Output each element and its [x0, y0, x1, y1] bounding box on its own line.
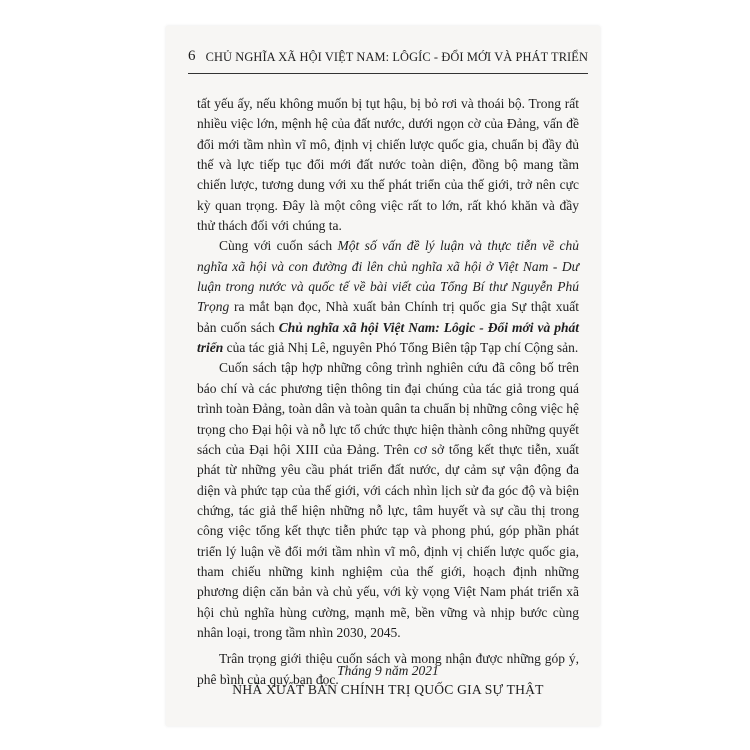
- running-title: CHỦ NGHĨA XÃ HỘI VIỆT NAM: LÔGÍC - ĐỔI MỚI VÀ PHÁT TRIỂN: [205, 50, 588, 64]
- page-number: 6: [188, 48, 196, 64]
- paragraph-3: Cuốn sách tập hợp những công trình nghiên cứu đã công bố trên báo chí và các phương tiện thông tin đại chúng của tác giả trong quá trình toàn Đảng, toàn dân và toàn quân ta chuẩn bị những công việc hệ trọng cho Đại hội và nỗ lực tổ chức thực hiện thành công những quyết sách của Đại hội XIII của Đảng. Trên cơ sở tổng kết thực tiễn, xuất phát từ những yêu cầu phát triển đất nước, dự cảm sự vận động đa diện và phức tạp của thế giới, với cách nhìn lịch sử đa góc độ và biện chứng, tác giả thể hiện những nỗ lực, tâm huyết và sự cầu thị trong công việc tổng kết thực tiễn phức tạp và phong phú, góp phần phát triển lý luận về đổi mới tầm nhìn vĩ mô, định vị chiến lược quốc gia, tham chiếu những kinh nghiệm của thế giới, hoạch định những phương diện căn bản và chủ yếu, với kỳ vọng Việt Nam phát triển xã hội chủ nghĩa hùng cường, mạnh mẽ, bền vững và nhịp bước cùng nhân loại, trong tầm nhìn 2030, 2045.: [197, 360, 579, 640]
- paragraph-4: Trân trọng giới thiệu cuốn sách và mong nhận được những góp ý, phê bình của quý bạn đọc.: [197, 651, 579, 687]
- signature-date: Tháng 9 năm 2021: [337, 663, 439, 678]
- book-title: Chủ nghĩa xã hội Việt Nam: Lôgic - Đổi mới và phát triển: [197, 319, 579, 356]
- paragraph-2-text-c: ra mắt bạn đọc, Nhà xuất bản Chính trị quốc gia Sự thật xuất bản cuốn sách: [197, 299, 579, 335]
- paragraph-2-text-a: Cùng với cuốn sách: [219, 238, 338, 254]
- paragraph-2-text-e: của tác giả Nhị Lê, nguyên Phó Tổng Biên tập Tạp chí Cộng sản.: [223, 340, 579, 356]
- header-rule: [188, 73, 588, 74]
- book-page: [166, 26, 600, 726]
- signature-block: [188, 662, 588, 700]
- referenced-book-title: Một số vấn đề lý luận và thực tiễn về chủ nghĩa xã hội và con đường đi lên chủ nghĩa xã hội ở Việt Nam - Dư luận trong nước và quốc tế về bài viết của Tổng Bí thư Nguyễn Phú Trọng: [197, 238, 580, 315]
- paragraph-2: [197, 236, 579, 358]
- signature-publisher: NHÀ XUẤT BẢN CHÍNH TRỊ QUỐC GIA SỰ THẬT: [232, 682, 544, 697]
- paragraph-1: tất yếu ấy, nếu không muốn bị tụt hậu, bị bỏ rơi và thoái bộ. Trong rất nhiều việc lớn, mệnh hệ của đất nước, dưới ngọn cờ của Đảng, vấn đề đổi mới tầm nhìn vĩ mô, định vị chiến lược quốc gia, chuẩn bị đầy đủ thế và lực tiếp tục đổi mới đất nước toàn diện, đồng bộ mang tầm chiến lược, tương dung với xu thế phát triển của thế giới, trở nên cực kỳ quan trọng. Đây là một công việc rất to lớn, rất khó khăn và đầy thử thách đối với chúng ta.: [197, 96, 579, 234]
- page-header: [188, 48, 588, 68]
- body-text: [197, 94, 579, 690]
